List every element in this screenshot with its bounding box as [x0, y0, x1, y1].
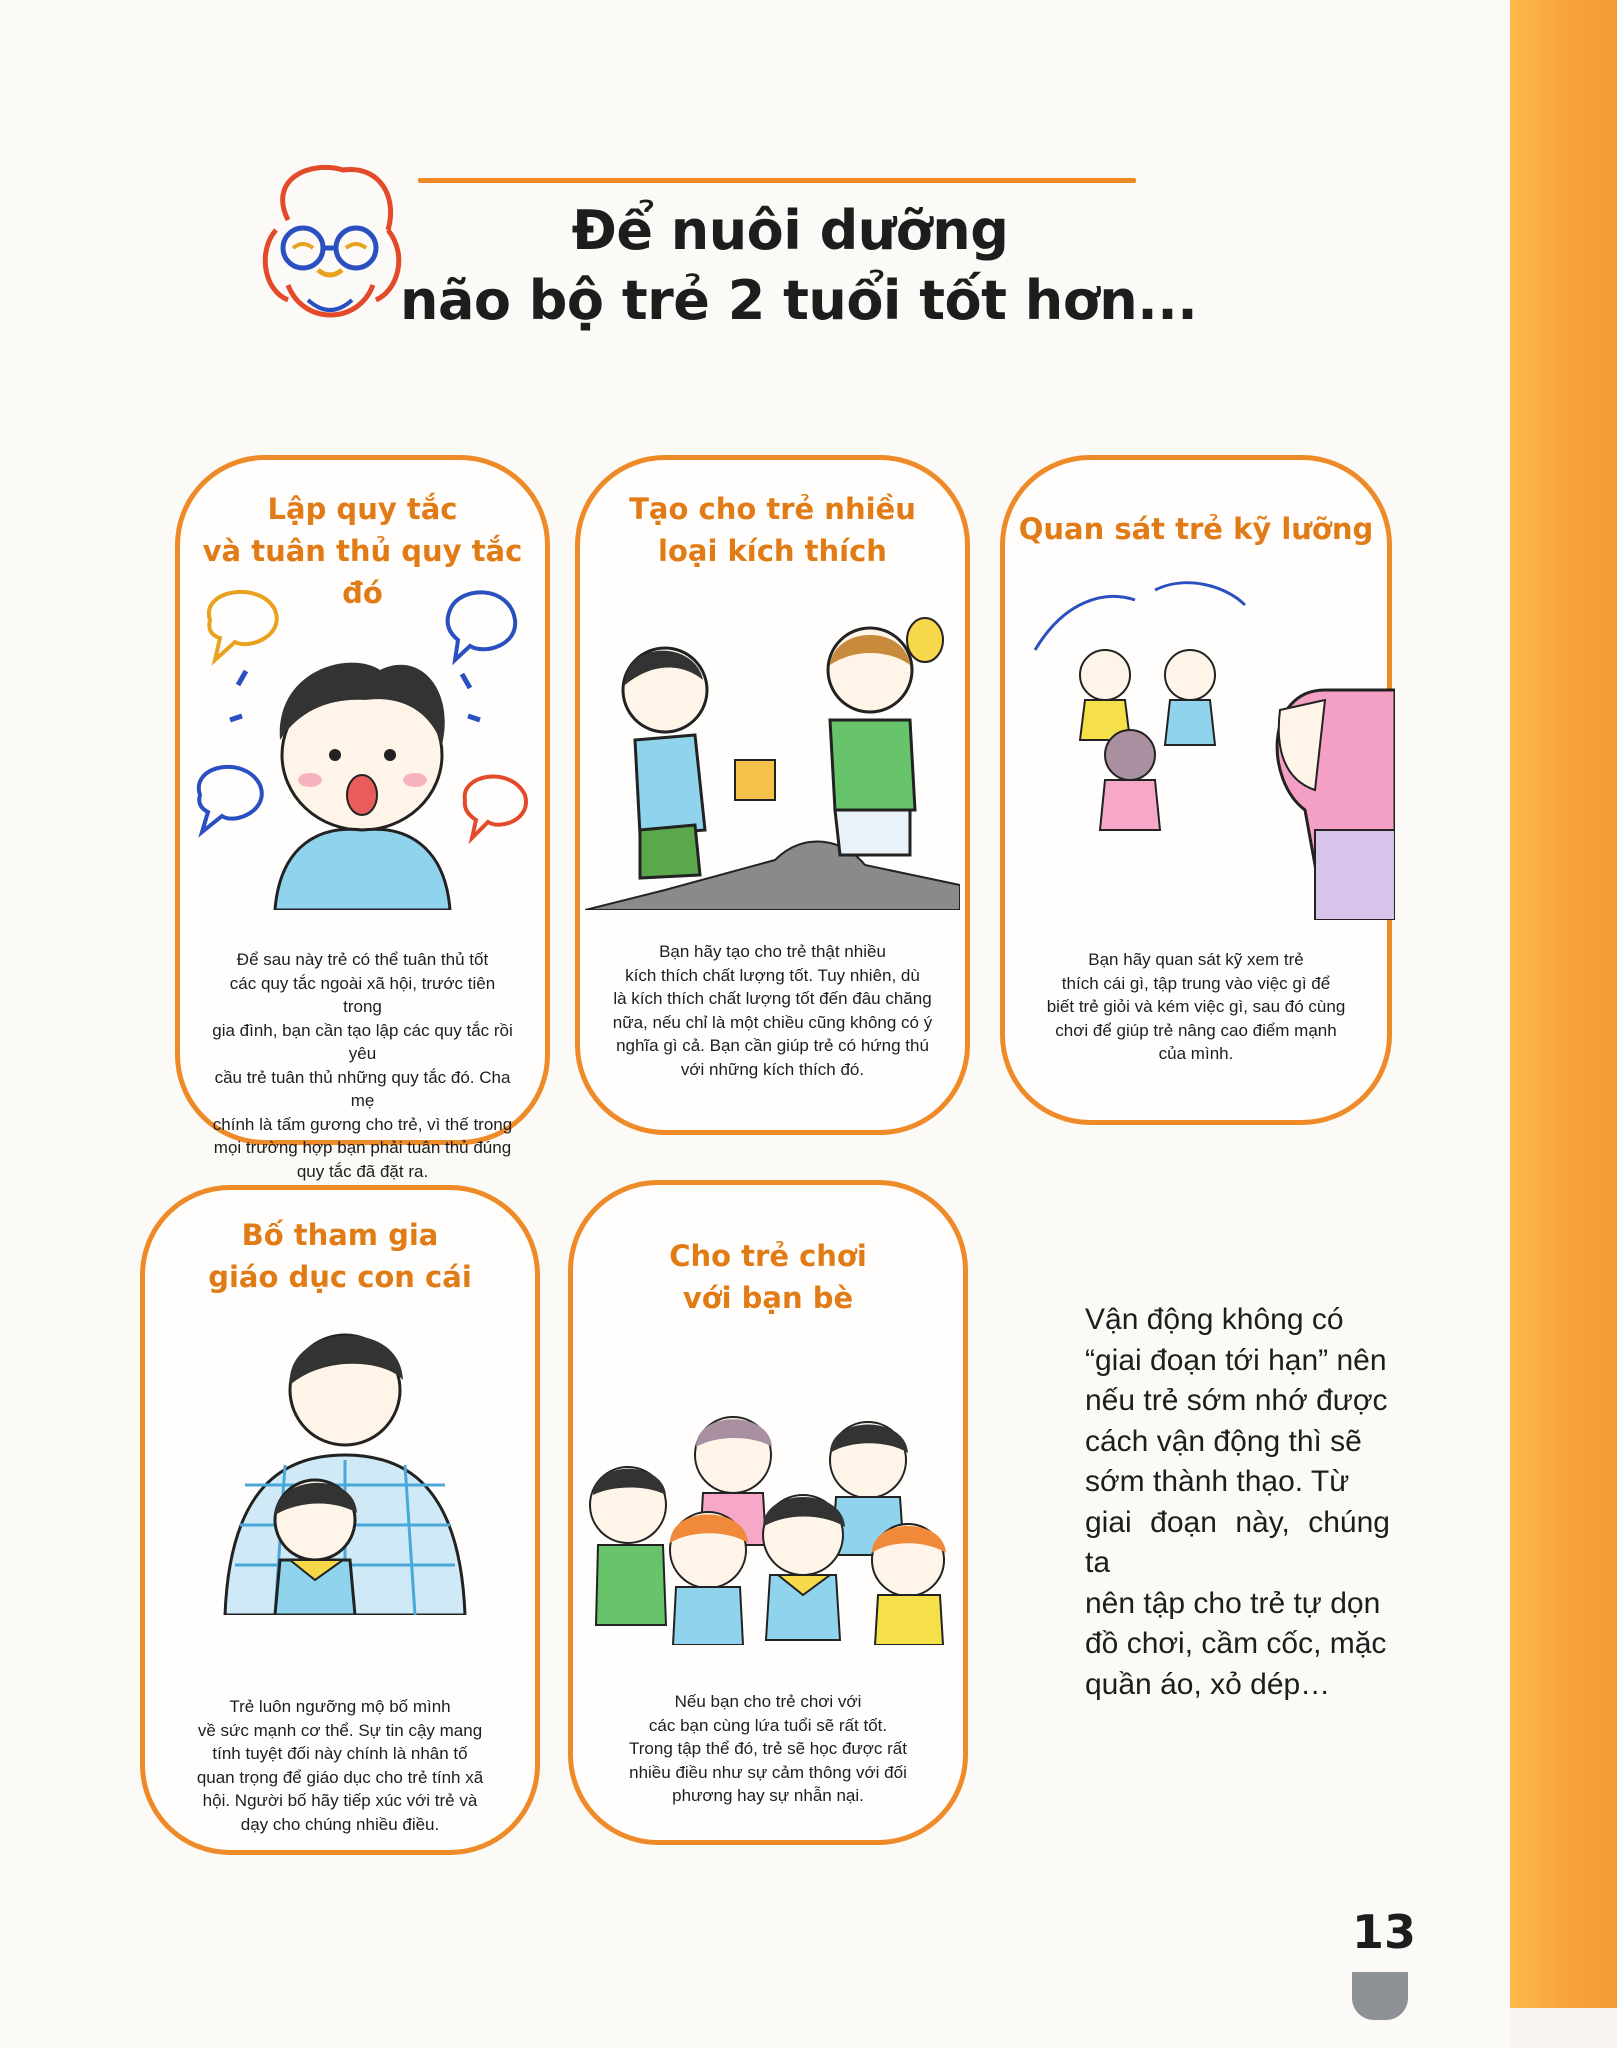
side-text-line: quần áo, xỏ dép…	[1085, 1667, 1331, 1701]
side-text-line: giai đoạn này, chúng ta	[1085, 1505, 1390, 1579]
side-color-strip	[1510, 0, 1617, 2048]
body-line: Nếu bạn cho trẻ chơi với	[674, 1692, 862, 1711]
card-title	[580, 488, 965, 572]
side-text-line: nếu trẻ sớm nhớ được	[1085, 1384, 1388, 1417]
page-title	[400, 196, 1198, 336]
card-title-line: Quan sát trẻ kỹ lưỡng	[1018, 512, 1374, 546]
mascot-grandpa-icon	[248, 160, 410, 336]
card-title-line: Bố tham gia	[241, 1218, 439, 1252]
side-text-line: “giai đoạn tới hạn” nên	[1085, 1343, 1387, 1377]
page-number: 13	[1352, 1905, 1417, 1959]
card-title-line: Cho trẻ chơi	[669, 1239, 867, 1273]
page-title-line-1: Để nuôi dưỡng	[571, 199, 1009, 262]
father-and-child-illustration	[185, 1315, 505, 1615]
card-title-line: giáo dục con cái	[208, 1260, 472, 1294]
card-father	[140, 1185, 540, 1855]
body-line: mọi trường hợp bạn phải tuân thủ đúng	[213, 1138, 512, 1157]
mother-watching-children-illustration	[1025, 580, 1395, 920]
card-body	[573, 1690, 963, 1808]
body-line: về sức mạnh cơ thể. Sự tin cậy mang	[197, 1720, 483, 1740]
body-line: nghĩa gì cả. Bạn cần giúp trẻ có hứng thú	[616, 1036, 929, 1055]
card-body	[1005, 948, 1387, 1066]
side-text-line: nên tập cho trẻ tự dọn	[1085, 1586, 1381, 1620]
card-title-line: và tuân thủ quy tắc đó	[202, 534, 523, 610]
body-line: là kích thích chất lượng tốt đến đâu chăng	[613, 989, 932, 1008]
body-line: chính là tấm gương cho trẻ, vì thế trong	[212, 1114, 513, 1134]
body-line: Bạn hãy quan sát kỹ xem trẻ	[1088, 950, 1304, 969]
card-rules	[175, 455, 550, 1181]
card-title-line: Lập quy tắc	[267, 492, 458, 526]
side-text-line: Vận động không có	[1085, 1303, 1344, 1336]
body-line: phương hay sự nhẫn nại.	[672, 1786, 864, 1805]
card-title-line: loại kích thích	[658, 534, 887, 568]
body-line: nữa, nếu chỉ là một chiều cũng không có ý	[612, 1012, 933, 1032]
card-title	[145, 1214, 535, 1298]
body-line: Bạn hãy tạo cho trẻ thật nhiều	[659, 942, 886, 961]
side-text-line: sớm thành thạo. Từ	[1085, 1465, 1350, 1498]
body-line: chơi để giúp trẻ nâng cao điểm mạnh	[1055, 1020, 1337, 1040]
body-line: các quy tắc ngoài xã hội, trước tiên trong	[229, 973, 496, 1016]
children-playing-illustration	[585, 610, 960, 910]
body-line: các bạn cùng lứa tuổi sẽ rất tốt.	[648, 1715, 888, 1735]
card-body	[180, 948, 545, 1183]
card-title	[573, 1235, 963, 1319]
group-of-children-illustration	[578, 1385, 968, 1645]
body-line: tính tuyệt đối này chính là nhân tố	[212, 1744, 468, 1763]
child-speech-bubbles-illustration	[180, 580, 545, 910]
body-line: thích cái gì, tập trung vào việc gì để	[1061, 973, 1331, 993]
card-stimulation	[575, 455, 970, 1135]
body-line: kích thích chất lượng tốt. Tuy nhiên, dù	[625, 965, 920, 985]
card-body	[145, 1695, 535, 1836]
side-text-line: cách vận động thì sẽ	[1085, 1424, 1362, 1458]
body-line: biết trẻ giỏi và kém việc gì, sau đó cùng	[1046, 997, 1346, 1016]
header-rule	[418, 178, 1136, 183]
card-title-line: với bạn bè	[682, 1281, 854, 1315]
page-tab-marker	[1352, 1972, 1408, 2020]
card-friends	[568, 1180, 968, 1845]
body-line: cầu trẻ tuân thủ những quy tắc đó. Cha mẹ	[214, 1067, 511, 1110]
body-line: nhiều điều như sự cảm thông với đối	[629, 1762, 907, 1782]
body-line: hội. Người bố hãy tiếp xúc với trẻ và	[202, 1791, 478, 1810]
card-body	[580, 940, 965, 1081]
card-title	[1005, 508, 1387, 550]
body-line: Trẻ luôn ngưỡng mộ bố mình	[229, 1697, 451, 1716]
body-line: quy tắc đã đặt ra.	[296, 1161, 429, 1181]
side-text-line: đồ chơi, cầm cốc, mặc	[1085, 1627, 1387, 1660]
body-line: gia đình, bạn cần tạo lập các quy tắc rồi yêu	[212, 1020, 513, 1063]
body-line: với những kích thích đó.	[680, 1059, 865, 1079]
body-line: Trong tập thể đó, trẻ sẽ học được rất	[629, 1739, 907, 1758]
body-line: dạy cho chúng nhiều điều.	[240, 1814, 440, 1834]
page-title-line-2: não bộ trẻ 2 tuổi tốt hơn...	[400, 269, 1198, 332]
body-line: của mình.	[1158, 1044, 1234, 1063]
card-observe	[1000, 455, 1392, 1125]
card-title-line: Tạo cho trẻ nhiều	[629, 492, 916, 526]
body-line: quan trọng để giáo dục cho trẻ tính xã	[196, 1767, 484, 1787]
body-line: Để sau này trẻ có thể tuân thủ tốt	[236, 950, 489, 969]
side-paragraph	[1085, 1300, 1390, 1705]
